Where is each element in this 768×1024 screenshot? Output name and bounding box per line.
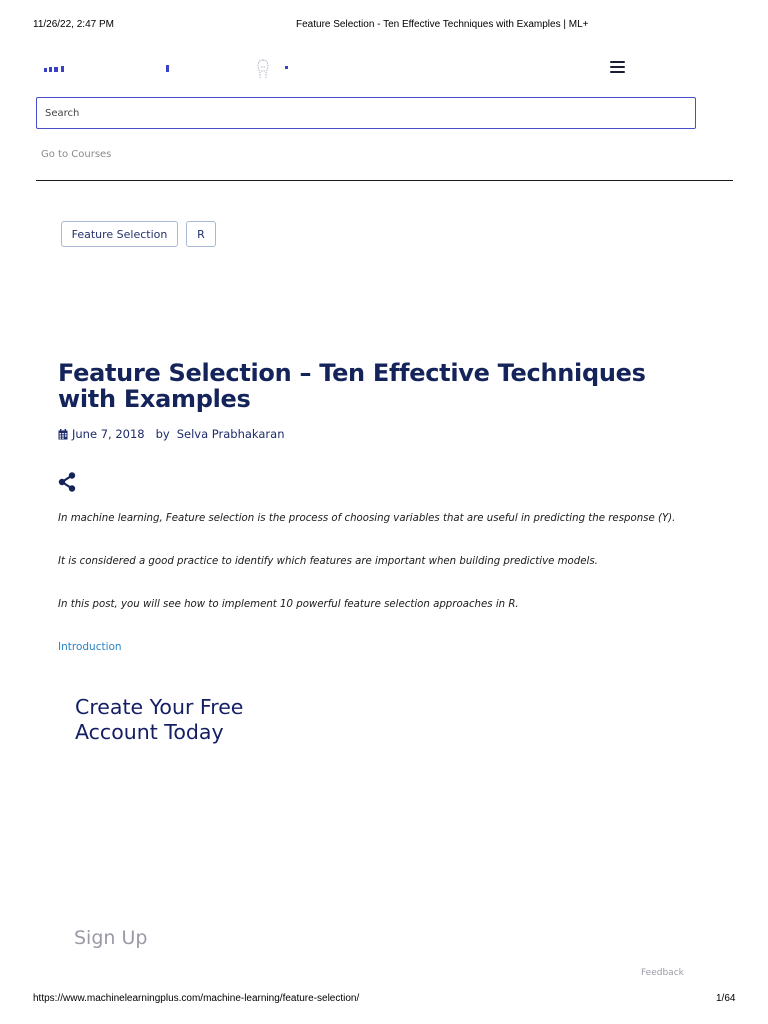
share-icon[interactable] <box>58 472 76 492</box>
article-title: Feature Selection – Ten Effective Techniques with Examples <box>58 359 646 413</box>
logo-fragment <box>54 67 58 72</box>
logo-figure-icon <box>255 59 271 79</box>
hamburger-icon[interactable] <box>610 61 625 73</box>
by-label: by <box>155 427 170 441</box>
article-paragraph: It is considered a good practice to identify which features are important when building predictive models. <box>58 556 598 567</box>
author-link[interactable]: Selva Prabhakaran <box>176 427 285 441</box>
logo-fragment <box>44 68 47 72</box>
logo-fragment <box>166 65 169 72</box>
tag-feature-selection[interactable]: Feature Selection <box>61 221 178 247</box>
feedback-button[interactable]: Feedback <box>641 968 684 978</box>
promo-title: Create Your Free Account Today <box>75 695 244 744</box>
search-box <box>36 97 696 129</box>
logo-fragment <box>49 67 52 72</box>
sign-up-button[interactable]: Sign Up <box>74 927 148 949</box>
print-doc-title: Feature Selection - Ten Effective Techniques with Examples | ML+ <box>296 19 589 30</box>
article-paragraph: In this post, you will see how to implement 10 powerful feature selection approaches in R. <box>58 599 519 610</box>
logo-fragment <box>285 66 288 69</box>
article-paragraph: In machine learning, Feature selection is the process of choosing variables that are useful in predicting the response (Y). <box>58 513 676 524</box>
logo-fragment <box>61 66 64 72</box>
print-url: https://www.machinelearningplus.com/machine-learning/feature-selection/ <box>33 993 360 1004</box>
site-logo[interactable] <box>40 58 300 80</box>
article-date-link[interactable]: June 7, 2018 <box>72 427 145 441</box>
go-to-courses-link[interactable]: Go to Courses <box>41 149 112 160</box>
tag-r[interactable]: R <box>186 221 216 247</box>
article-meta <box>58 427 285 441</box>
header-divider <box>36 180 733 181</box>
print-page-number: 1/64 <box>716 993 736 1004</box>
print-datetime: 11/26/22, 2:47 PM <box>33 19 114 30</box>
search-input[interactable] <box>37 98 695 128</box>
calendar-icon <box>58 429 68 440</box>
toc-introduction-link[interactable]: Introduction <box>58 641 122 653</box>
